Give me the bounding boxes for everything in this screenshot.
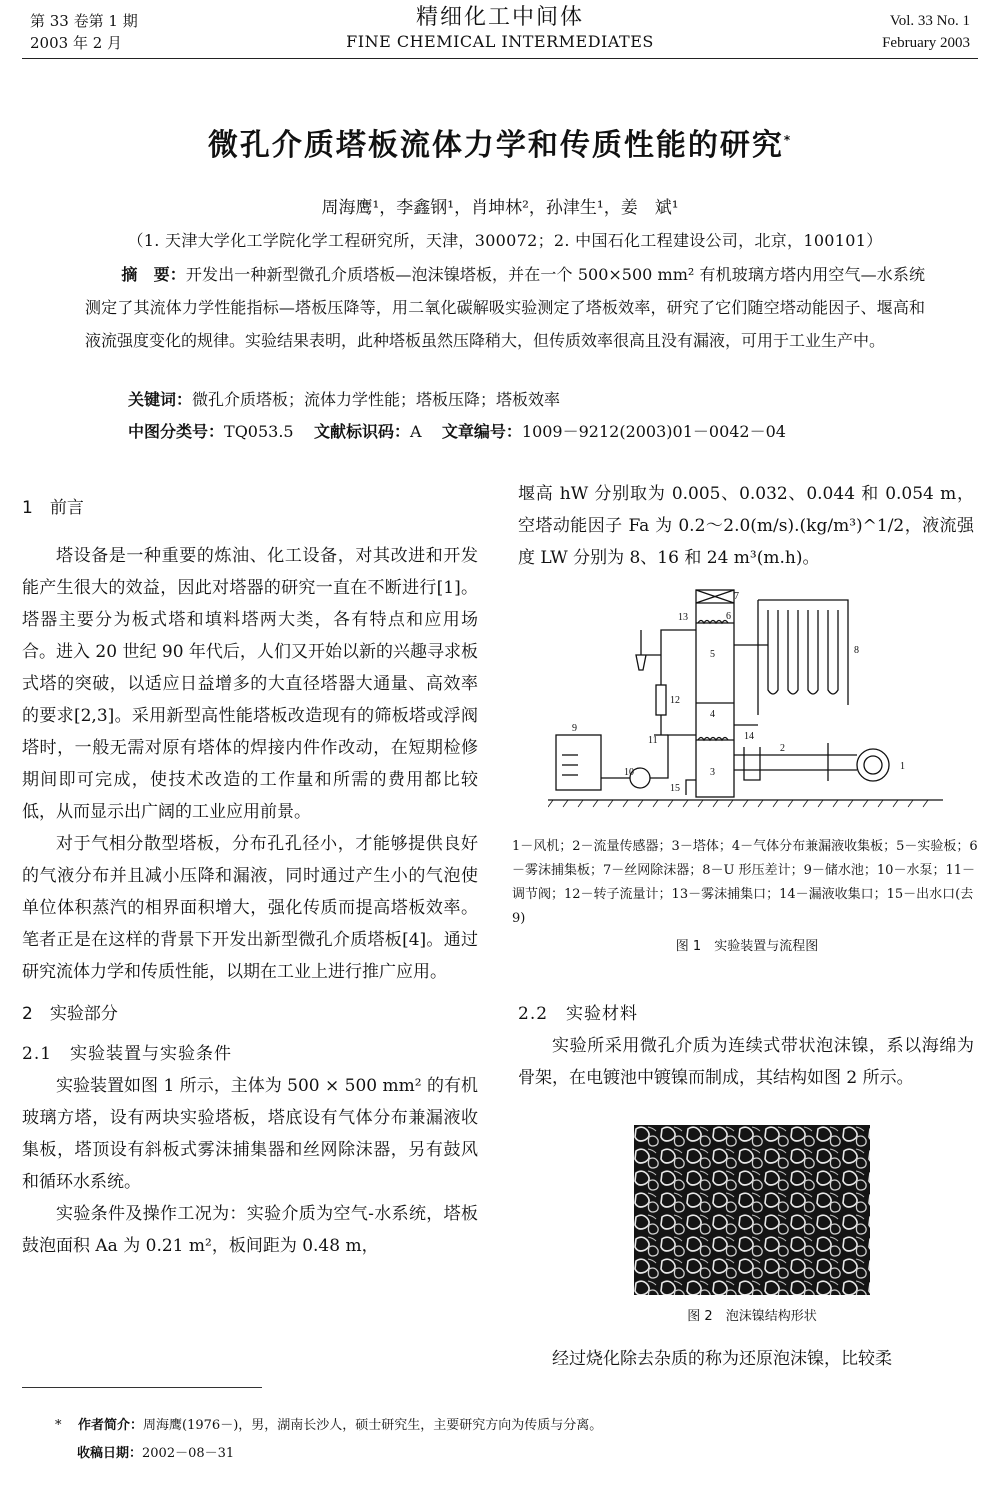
figure-1-title: 图 1 实验装置与流程图 [675,939,819,954]
header-divider [22,58,978,59]
journal-name-cn: 精细化工中间体 [415,5,584,30]
section-2-2-title: 2.2 实验材料 [518,1004,639,1024]
fig1-label-9: 9 [572,723,577,734]
volume-issue-en: Vol. 33 No. 1 [889,13,970,29]
keywords-label: 关键词： [128,390,193,409]
article-no-value: 1009－9212(2003)01－0042－04 [521,422,786,441]
paper-title-text: 微孔介质塔板流体力学和传质性能的研究 [207,128,784,163]
author-bio-text: 周海鹰(1976－)，男，湖南长沙人，硕士研究生，主要研究方向为传质与分离。 [143,1418,603,1433]
conditions-continued: 堰高 hW 分别取为 0.005、0.032、0.044 和 0.054 m，空塔动能因子 Fa 为 0.2～2.0(m/s).(kg/m³)^1/2，液流强度 LW 分别为 8、16 和 24 m³(m.h)。 [518,484,974,568]
figure-1-caption [512,835,982,959]
section-1-paragraph-2: 对于气相分散型塔板，分布孔孔径小，才能够提供良好的气液分布并且减小压降和漏液，同时通过产生小的气泡使单位体积蒸汽的相界面积增大，强化传质而提高塔板效率。笔者正是在这样的背景下开发出新型微孔介质塔板[4]。通过研究流体力学和传质性能，以期在工业上进行推广应用。 [22,834,478,982]
right-column-middle [518,998,974,1094]
fig1-label-2: 2 [780,743,785,754]
issue-info-en [882,10,970,54]
title-footnote-mark: * [783,133,793,147]
fig1-label-13: 13 [678,612,688,623]
section-2-title: 2 实验部分 [22,1004,118,1024]
journal-name-en: FINE CHEMICAL INTERMEDIATES [346,32,654,51]
article-no-label: 文章编号： [441,422,522,441]
footnote [55,1412,602,1468]
section-1-title: 1 前言 [22,498,84,518]
author-bio [55,1412,602,1440]
journal-name [300,4,700,52]
classification [128,419,786,442]
affiliation: （1. 天津大学化工学院化学工程研究所，天津，300072；2. 中国石化工程建设公司，北京，100101） [127,231,883,250]
left-column [22,492,478,1262]
fig1-label-8: 8 [854,645,859,656]
section-1-paragraph-1: 塔设备是一种重要的炼油、化工设备，对其改进和开发能产生很大的效益，因此对塔器的研究一直在不断进行[1]。塔器主要分为板式塔和填料塔两大类，各有特点和应用场合。进入 20 世纪 90 年代后，人们又开始以新的兴趣寻求板式塔的突破，以适应日益增多的大直径塔器大通量、高效率的要求[2,3]。采用新型高性能塔板改造现有的筛板塔或浮阀塔时，一般无需对原有塔体的焊接内件作改动，在短期检修期间即可完成，使技术改造的工作量和所需的费用都比较低，从而显示出广阔的工业应用前景。 [22,546,478,822]
abstract-text: 开发出一种新型微孔介质塔板—泡沫镍塔板，并在一个 500×500 mm² 有机玻璃方塔内用空气—水系统测定了其流体力学性能指标—塔板压降等，用二氧化碳解吸实验测定了塔板效率，研究了它们随空塔动能因子、堰高和液流强度变化的规律。实验结果表明，此种塔板虽然压降稍大，但传质效率很高且没有漏液，可用于工业生产中。 [85,265,925,350]
doc-code-label: 文献标识码： [313,422,410,441]
author-list: 周海鹰¹，李鑫钢¹，肖坤林²，孙津生¹，姜 斌¹ [321,198,679,218]
fig1-label-15: 15 [670,783,680,794]
fig1-label-6: 6 [726,611,731,622]
doc-code-value: A [409,422,422,441]
keywords [128,387,560,410]
author-bio-label: 作者简介： [78,1418,144,1433]
right-column-bottom [518,1343,974,1375]
fig1-label-3: 3 [710,767,715,778]
right-column-top [518,478,974,574]
footnote-divider [22,1387,262,1388]
fig1-label-4: 4 [710,709,715,720]
fig1-label-5: 5 [710,649,715,660]
issue-date-en: February 2003 [882,35,970,51]
figure-2-nickel-foam-image [634,1125,870,1295]
paper-title [0,120,1000,164]
section-2-1-title: 2.1 实验装置与实验条件 [22,1044,233,1064]
section-2-2-paragraph: 实验所采用微孔介质为连续式带状泡沫镍，系以海绵为骨架，在电镀池中镀镍而制成，其结构如图 2 所示。 [518,1036,974,1088]
fig1-label-7: 7 [734,591,739,602]
fig1-label-12: 12 [670,695,680,706]
footnote-mark: * [55,1418,62,1433]
figure-1-legend: 1－风机；2－流量传感器；3－塔体；4－气体分布兼漏液收集板；5－实验板；6－雾沫捕集板；7－丝网除沫器；8－U 形压差计；9－储水池；10－水泵；11－调节阀；12－转子流量计；13－雾沫捕集口；14－漏液收集口；15－出水口(去 9) [512,839,978,926]
received-date [55,1440,602,1468]
figure-2-title: 图 2 泡沫镍结构形状 [687,1309,817,1324]
issue-info [30,10,138,54]
keywords-text: 微孔介质塔板；流体力学性能；塔板压降；塔板效率 [192,390,561,409]
received-date-label: 收稿日期： [77,1446,143,1461]
figure-1-apparatus-diagram [548,585,948,815]
fig1-label-10: 10 [624,767,634,778]
continuation-paragraph: 经过烧化除去杂质的称为还原泡沫镍，比较柔 [552,1349,892,1369]
volume-issue: 第 33 卷第 1 期 [30,12,138,30]
fig1-label-14: 14 [744,731,754,742]
abstract-label: 摘 要： [121,265,186,284]
section-2-1-paragraph-2: 实验条件及操作工况为：实验介质为空气-水系统，塔板鼓泡面积 Aa 为 0.21 m²，板间距为 0.48 m， [22,1204,478,1256]
fig1-label-11: 11 [648,735,658,746]
issue-date: 2003 年 2 月 [30,34,123,52]
fig1-label-1: 1 [900,761,905,772]
section-2-1-paragraph-1: 实验装置如图 1 所示，主体为 500 × 500 mm² 的有机玻璃方塔，设有两块实验塔板，塔底设有气体分布兼漏液收集板，塔顶设有斜板式雾沫捕集器和丝网除沫器，另有鼓风和循环水系统。 [22,1076,478,1192]
cls-label: 中图分类号： [128,422,225,441]
received-date-value: 2002－08－31 [142,1446,235,1461]
abstract [85,258,925,357]
cls-value: TQ053.5 [224,422,294,441]
